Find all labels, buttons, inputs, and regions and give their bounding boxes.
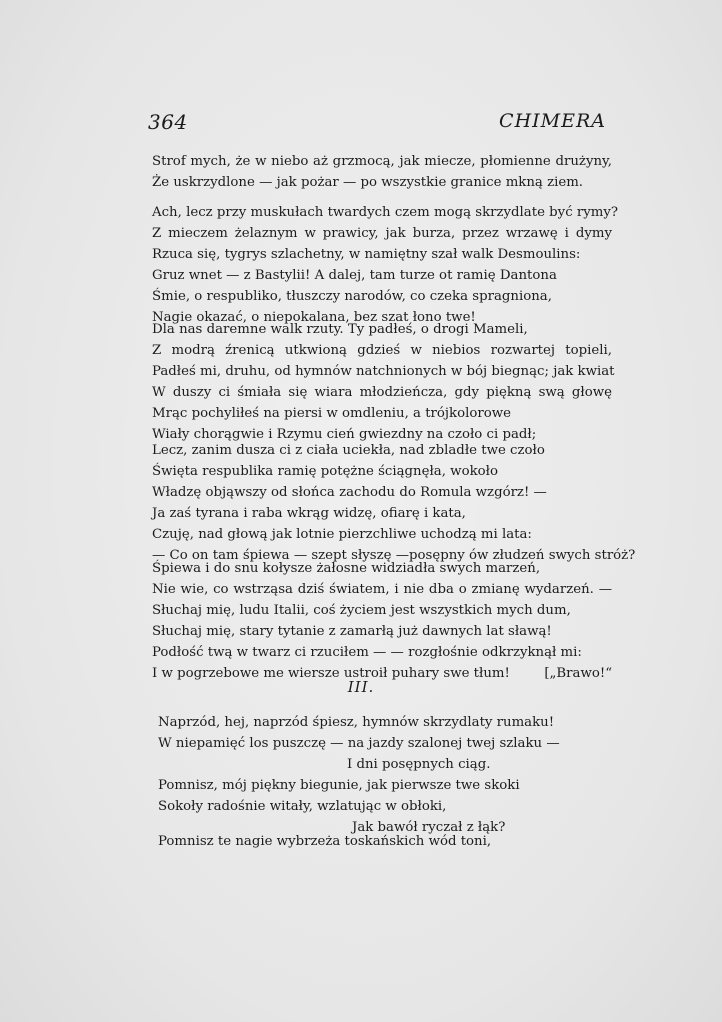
poem-line: Wiały chorągwie i Rzymu cień gwiezdny na czoło ci padł;	[152, 427, 537, 442]
poem-line: Z mieczem żelaznym w prawicy, jak burza, przez wrzawę i dymy	[152, 226, 612, 241]
section-heading: III.	[347, 678, 375, 696]
poem-line: Słuchaj mię, ludu Italii, coś życiem jest wszystkich mych dum,	[152, 603, 571, 618]
bravo-note: [„Brawo!“	[544, 666, 612, 681]
stanza	[152, 202, 618, 328]
page-number: 364	[148, 110, 188, 134]
page-header	[148, 110, 606, 140]
poem-line: W niepamięć los puszczę — na jazdy szalonej twej szlaku —	[158, 736, 560, 751]
stanza	[152, 712, 612, 838]
poem-line: Śpiewa i do snu kołysze żałosne widziadła swych marzeń,	[152, 561, 541, 576]
stanza	[152, 558, 612, 684]
poem-line: Że uskrzydlone — jak pożar — po wszystkie granice mkną ziem.	[152, 175, 584, 190]
stanza	[152, 831, 612, 852]
poem-line: Ach, lecz przy muskułach twardych czem mogą skrzydlate być rymy?	[152, 205, 618, 220]
poem-line: Ja zaś tyrana i raba wkrąg widzę, ofiarę i kata,	[152, 506, 466, 521]
poem-line: Słuchaj mię, stary tytanie z zamarłą już dawnych lat sławą!	[152, 624, 552, 639]
poem-line: Padłeś mi, druhu, od hymnów natchnionych w bój biegnąc; jak kwiat	[152, 364, 615, 379]
poem-line: — Co on tam śpiewa — szept słyszę —posępny ów złudzeń swych stróż?	[152, 548, 636, 563]
poem-line: I dni posępnych ciąg.	[347, 757, 491, 772]
poem-line: Podłość twą w twarz ci rzuciłem — — rozgłośnie odkrzyknął mi:	[152, 645, 582, 660]
poem-line: Czuję, nad głową jak lotnie pierzchliwe uchodzą mi lata:	[152, 527, 532, 542]
poem-line: Mrąc pochyliłeś na piersi w omdleniu, a trójkolorowe	[152, 406, 511, 421]
poem-line: Naprzód, hej, naprzód śpiesz, hymnów skrzydlaty rumaku!	[158, 715, 555, 730]
poem-line: W duszy ci śmiała się wiara młodzieńcza, gdy piękną swą głowę	[152, 385, 612, 400]
poem-line-text: I w pogrzebowe me wiersze ustroił puhary swe tłum!	[152, 666, 510, 681]
poem-line: Pomnisz, mój piękny biegunie, jak pierwsze twe skoki	[158, 778, 520, 793]
poem-line: Nagie okazać, o niepokalana, bez szat łono twe!	[152, 310, 476, 325]
poem-line: Dla nas daremne walk rzuty. Ty padłeś, o drogi Mameli,	[152, 322, 528, 337]
stanza	[152, 319, 615, 445]
poem-line: Gruz wnet — z Bastylii! A dalej, tam turze ot ramię Dantona	[152, 268, 557, 283]
poem-line: Z modrą źrenicą utkwioną gdzieś w niebios rozwartej topieli,	[152, 343, 612, 358]
poem-line: Strof mych, że w niebo aż grzmocą, jak miecze, płomienne drużyny,	[152, 154, 612, 169]
poem-line: Lecz, zanim dusza ci z ciała uciekła, nad zbladłe twe czoło	[152, 443, 545, 458]
stanza	[152, 151, 612, 193]
poem-line: Sokoły radośnie witały, wzlatując w obłoki,	[158, 799, 447, 814]
poem-line: Rzuca się, tygrys szlachetny, w namiętny szał walk Desmoulins:	[152, 247, 581, 262]
poem-line: Jak bawół ryczał z łąk?	[352, 820, 506, 835]
poem-line: Nie wie, co wstrząsa dziś światem, i nie dba o zmianę wydarzeń. —	[152, 582, 612, 597]
poem-line: Śmie, o respubliko, tłuszczy narodów, co czeka spragniona,	[152, 289, 552, 304]
poem-line: Święta respublika ramię potężne ściągnęła, wokoło	[152, 464, 498, 479]
poem-line: Pomnisz te nagie wybrzeża toskańskich wód toni,	[158, 834, 492, 849]
stanza	[152, 440, 636, 566]
poem-line: Władzę objąwszy od słońca zachodu do Romula wzgórz! —	[152, 485, 547, 500]
running-title: CHIMERA	[499, 110, 606, 132]
